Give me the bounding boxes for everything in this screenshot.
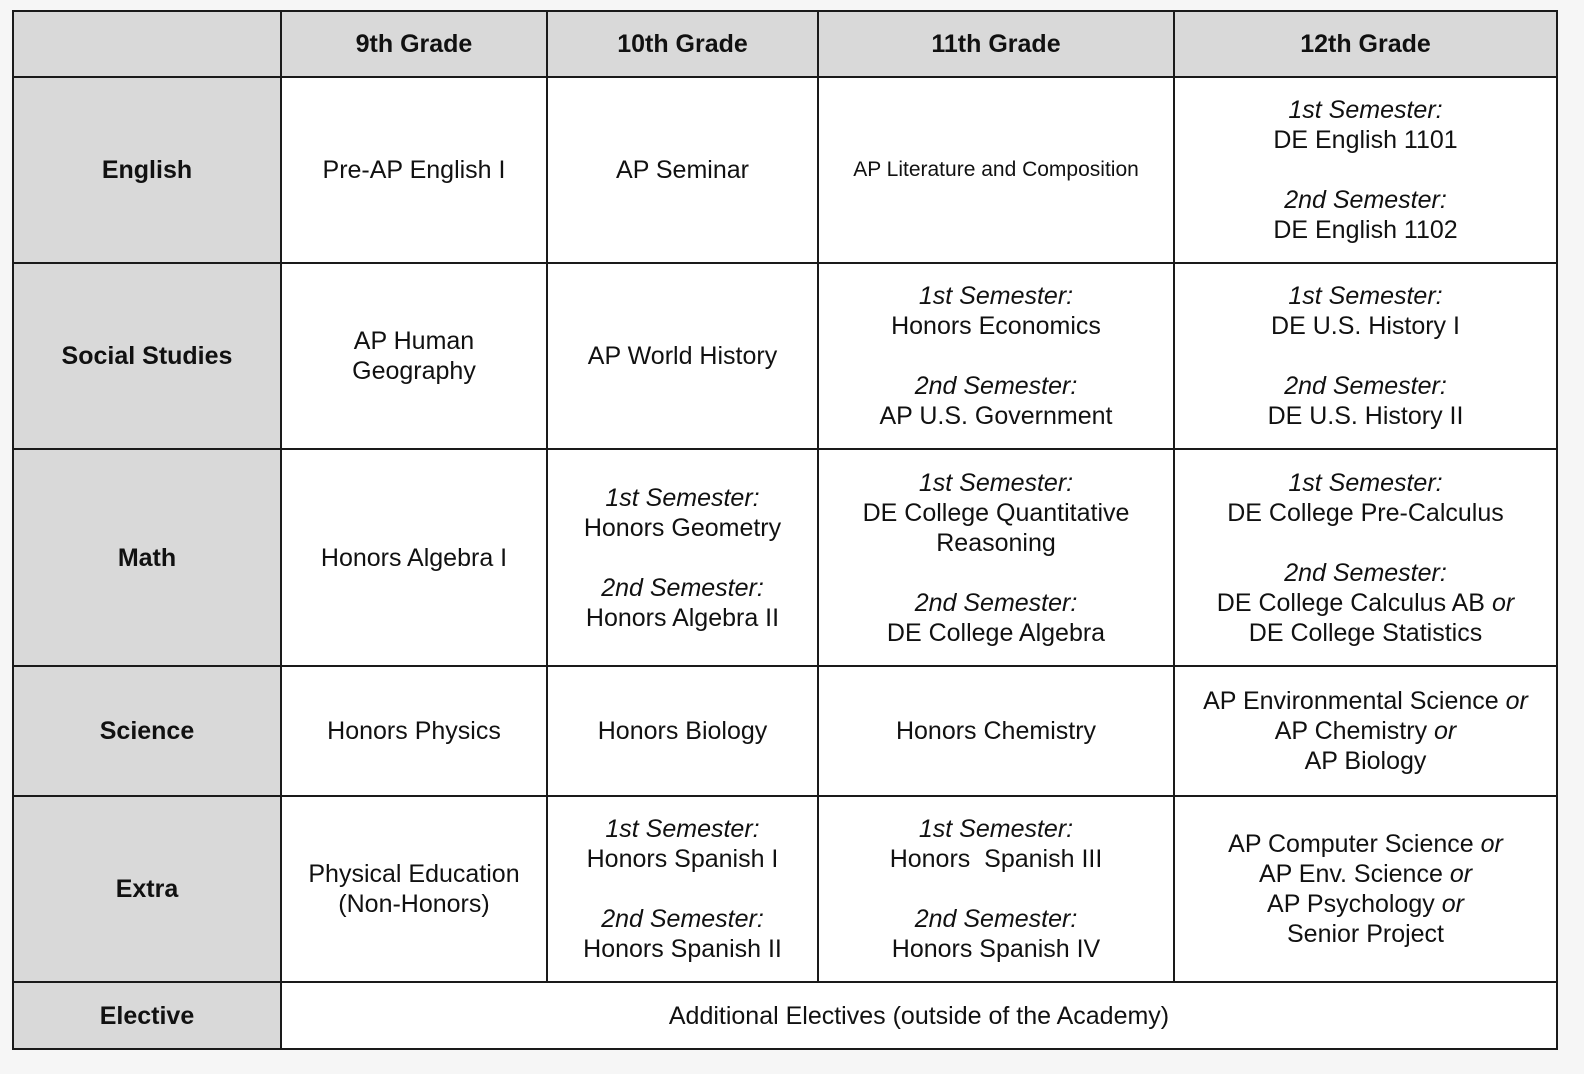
- cell-social-12: [1174, 263, 1557, 449]
- semester-label: 1st Semester:: [605, 483, 760, 512]
- cell-social-9: [281, 263, 547, 449]
- row-english: [13, 77, 1557, 263]
- semester-label: 2nd Semester:: [601, 905, 764, 933]
- semester-label: 1st Semester:: [1288, 282, 1443, 310]
- row-social-studies: [13, 263, 1557, 449]
- row-elective: [13, 982, 1557, 1049]
- course-name: AP Environmental Science: [1203, 687, 1499, 715]
- header-corner: [13, 11, 281, 77]
- row-science: [13, 666, 1557, 796]
- semester-label: 2nd Semester:: [1284, 558, 1447, 587]
- cell-science-9: Honors Physics: [281, 666, 547, 796]
- row-label-elective: Elective: [13, 982, 281, 1049]
- course-name: Senior Project: [1286, 920, 1445, 948]
- cell-science-10: Honors Biology: [547, 666, 818, 796]
- course-name-line: Physical Education: [308, 860, 520, 888]
- course-name: DE College Algebra: [886, 618, 1106, 647]
- cell-english-11: AP Literature and Composition: [818, 77, 1174, 263]
- cell-extra-9: [281, 796, 547, 982]
- course-name: DE English 1101: [1273, 126, 1458, 154]
- course-name: AP Chemistry: [1274, 717, 1428, 745]
- cell-math-10: [547, 449, 818, 666]
- semester-label: 1st Semester:: [1288, 468, 1443, 497]
- semester-label: 2nd Semester:: [601, 573, 764, 602]
- header-9th-grade: 9th Grade: [281, 11, 547, 77]
- row-label-math: Math: [13, 449, 281, 666]
- course-name: Honors Spanish I: [586, 845, 779, 873]
- semester-label: 2nd Semester:: [914, 588, 1078, 617]
- row-math: [13, 449, 1557, 666]
- cell-extra-10: [547, 796, 818, 982]
- cell-math-11: [818, 449, 1174, 666]
- course-name-line: (Non-Honors): [338, 890, 490, 918]
- course-name: AP Env. Science: [1258, 860, 1443, 888]
- or-connector: or: [1434, 717, 1457, 745]
- semester-label: 2nd Semester:: [914, 905, 1078, 933]
- course-name: Honors Economics: [891, 312, 1101, 340]
- course-name: DE English 1102: [1273, 216, 1458, 244]
- semester-label: 1st Semester:: [605, 815, 760, 843]
- course-name: Honors Spanish III: [889, 845, 1103, 873]
- cell-math-12: [1174, 449, 1557, 666]
- or-connector: or: [1441, 890, 1464, 918]
- semester-label: 2nd Semester:: [1284, 186, 1447, 214]
- course-name-line: DE College Quantitative: [862, 498, 1130, 527]
- course-name: AP U.S. Government: [879, 402, 1113, 430]
- semester-label: 1st Semester:: [1288, 96, 1443, 124]
- course-name: AP Psychology: [1267, 890, 1435, 918]
- cell-english-12: [1174, 77, 1557, 263]
- cell-elective-all: Additional Electives (outside of the Academy): [281, 982, 1557, 1049]
- semester-label: 2nd Semester:: [1284, 372, 1447, 400]
- course-name: AP Computer Science: [1228, 830, 1474, 858]
- course-name: Honors Spanish IV: [891, 935, 1101, 963]
- course-plan-table: [12, 10, 1558, 1050]
- cell-extra-12: [1174, 796, 1557, 982]
- cell-science-11: Honors Chemistry: [818, 666, 1174, 796]
- course-name: Honors Spanish II: [583, 935, 782, 963]
- course-name: Honors Algebra II: [585, 603, 780, 632]
- course-name: AP Biology: [1304, 747, 1427, 775]
- row-label-english: English: [13, 77, 281, 263]
- cell-english-9: Pre-AP English I: [281, 77, 547, 263]
- or-connector: or: [1491, 588, 1515, 617]
- course-name-line: Reasoning: [936, 528, 1056, 557]
- course-name: DE College Calculus AB: [1216, 588, 1485, 617]
- or-connector: or: [1480, 830, 1503, 858]
- or-connector: or: [1449, 860, 1473, 888]
- or-connector: or: [1505, 687, 1528, 715]
- course-name: DE U.S. History I: [1271, 312, 1460, 340]
- row-label-social-studies: Social Studies: [13, 263, 281, 449]
- header-10th-grade: 10th Grade: [547, 11, 818, 77]
- cell-social-11: [818, 263, 1174, 449]
- row-label-extra: Extra: [13, 796, 281, 982]
- cell-social-10: AP World History: [547, 263, 818, 449]
- cell-english-10: AP Seminar: [547, 77, 818, 263]
- semester-label: 1st Semester:: [918, 815, 1074, 843]
- course-name: Honors Geometry: [583, 513, 782, 542]
- course-name: DE College Statistics: [1248, 618, 1483, 647]
- cell-science-12: [1174, 666, 1557, 796]
- row-extra: [13, 796, 1557, 982]
- course-name-line: Geography: [352, 357, 476, 385]
- cell-math-9: Honors Algebra I: [281, 449, 547, 666]
- semester-label: 1st Semester:: [918, 282, 1074, 310]
- header-11th-grade: 11th Grade: [818, 11, 1174, 77]
- course-name: DE College Pre-Calculus: [1227, 498, 1504, 527]
- header-12th-grade: 12th Grade: [1174, 11, 1557, 77]
- row-label-science: Science: [13, 666, 281, 796]
- course-name: DE U.S. History II: [1267, 402, 1464, 430]
- semester-label: 2nd Semester:: [914, 372, 1078, 400]
- semester-label: 1st Semester:: [918, 468, 1074, 497]
- course-name-line: AP Human: [353, 327, 475, 355]
- header-row: [13, 11, 1557, 77]
- cell-extra-11: [818, 796, 1174, 982]
